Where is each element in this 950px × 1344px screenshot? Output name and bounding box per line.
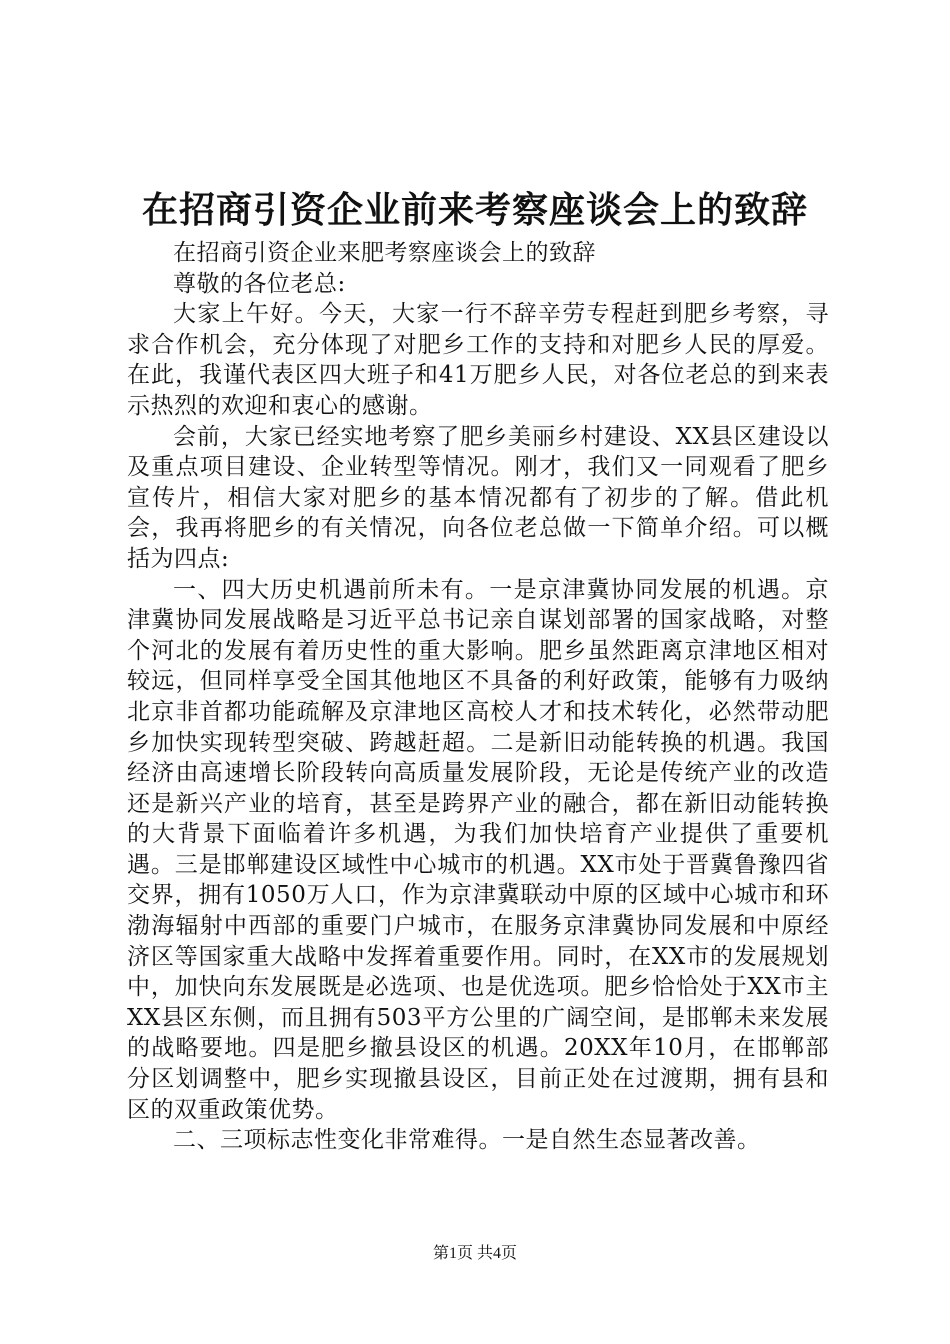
document-title: 在招商引资企业前来考察座谈会上的致辞 xyxy=(141,189,808,231)
body-paragraph: 会前，大家已经实地考察了肥乡美丽乡村建设、XX县区建设以及重点项目建设、企业转型等情况。刚才，我们又一同观看了肥乡宣传片，相信大家对肥乡的基本情况都有了初步的了解。借此机会，我再将肥乡的有关情况，向各位老总做一下简单介绍。可以概括为四点: xyxy=(127,423,829,572)
salutation-paragraph: 尊敬的各位老总: xyxy=(173,270,346,297)
body-paragraph: 一、四大历史机遇前所未有。一是京津冀协同发展的机遇。京津冀协同发展战略是习近平总书记亲自谋划部署的国家战略，对整个河北的发展有着历史性的重大影响。肥乡虽然距离京津地区相对较远，但同样享受全国其他地区不具备的利好政策，能够有力吸纳北京非首都功能疏解及京津地区高校人才和技术转化，必然带动肥乡加快实现转型突破、跨越赶超。二是新旧动能转换的机遇。我国经济由高速增长阶段转向高质量发展阶段，无论是传统产业的改造还是新兴产业的培育，甚至是跨界产业的融合，都在新旧动能转换的大背景下面临着许多机遇，为我们加快培育产业提供了重要机遇。三是邯郸建设区域性中心城市的机遇。XX市处于晋冀鲁豫四省交界，拥有1050万人口，作为京津冀联动中原的区域中心城市和环渤海辐射中西部的重要门户城市，在服务京津冀协同发展和中原经济区等国家重大战略中发挥着重要作用。同时，在XX市的发展规划中，加快向东发展既是必选项、也是优选项。肥乡恰恰处于XX市主XX县区东侧，而且拥有503平方公里的广阔空间，是邯郸未来发展的战略要地。四是肥乡撤县设区的机遇。20XX年10月，在邯郸部分区划调整中，肥乡实现撤县设区，目前正处在过渡期，拥有县和区的双重政策优势。 xyxy=(127,576,829,1123)
document-body xyxy=(127,238,829,1156)
subtitle-paragraph: 在招商引资企业来肥考察座谈会上的致辞 xyxy=(173,240,596,266)
body-paragraph: 二、三项标志性变化非常难得。一是自然生态显著改善。 xyxy=(173,1127,761,1154)
page-footer: 第1页 共4页 xyxy=(432,1245,517,1262)
body-paragraph: 大家上午好。今天，大家一行不辞辛劳专程赶到肥乡考察，寻求合作机会，充分体现了对肥乡工作的支持和对肥乡人民的厚爱。在此，我谨代表区四大班子和41万肥乡人民，对各位老总的到来表示热烈的欢迎和衷心的感谢。 xyxy=(127,301,829,419)
